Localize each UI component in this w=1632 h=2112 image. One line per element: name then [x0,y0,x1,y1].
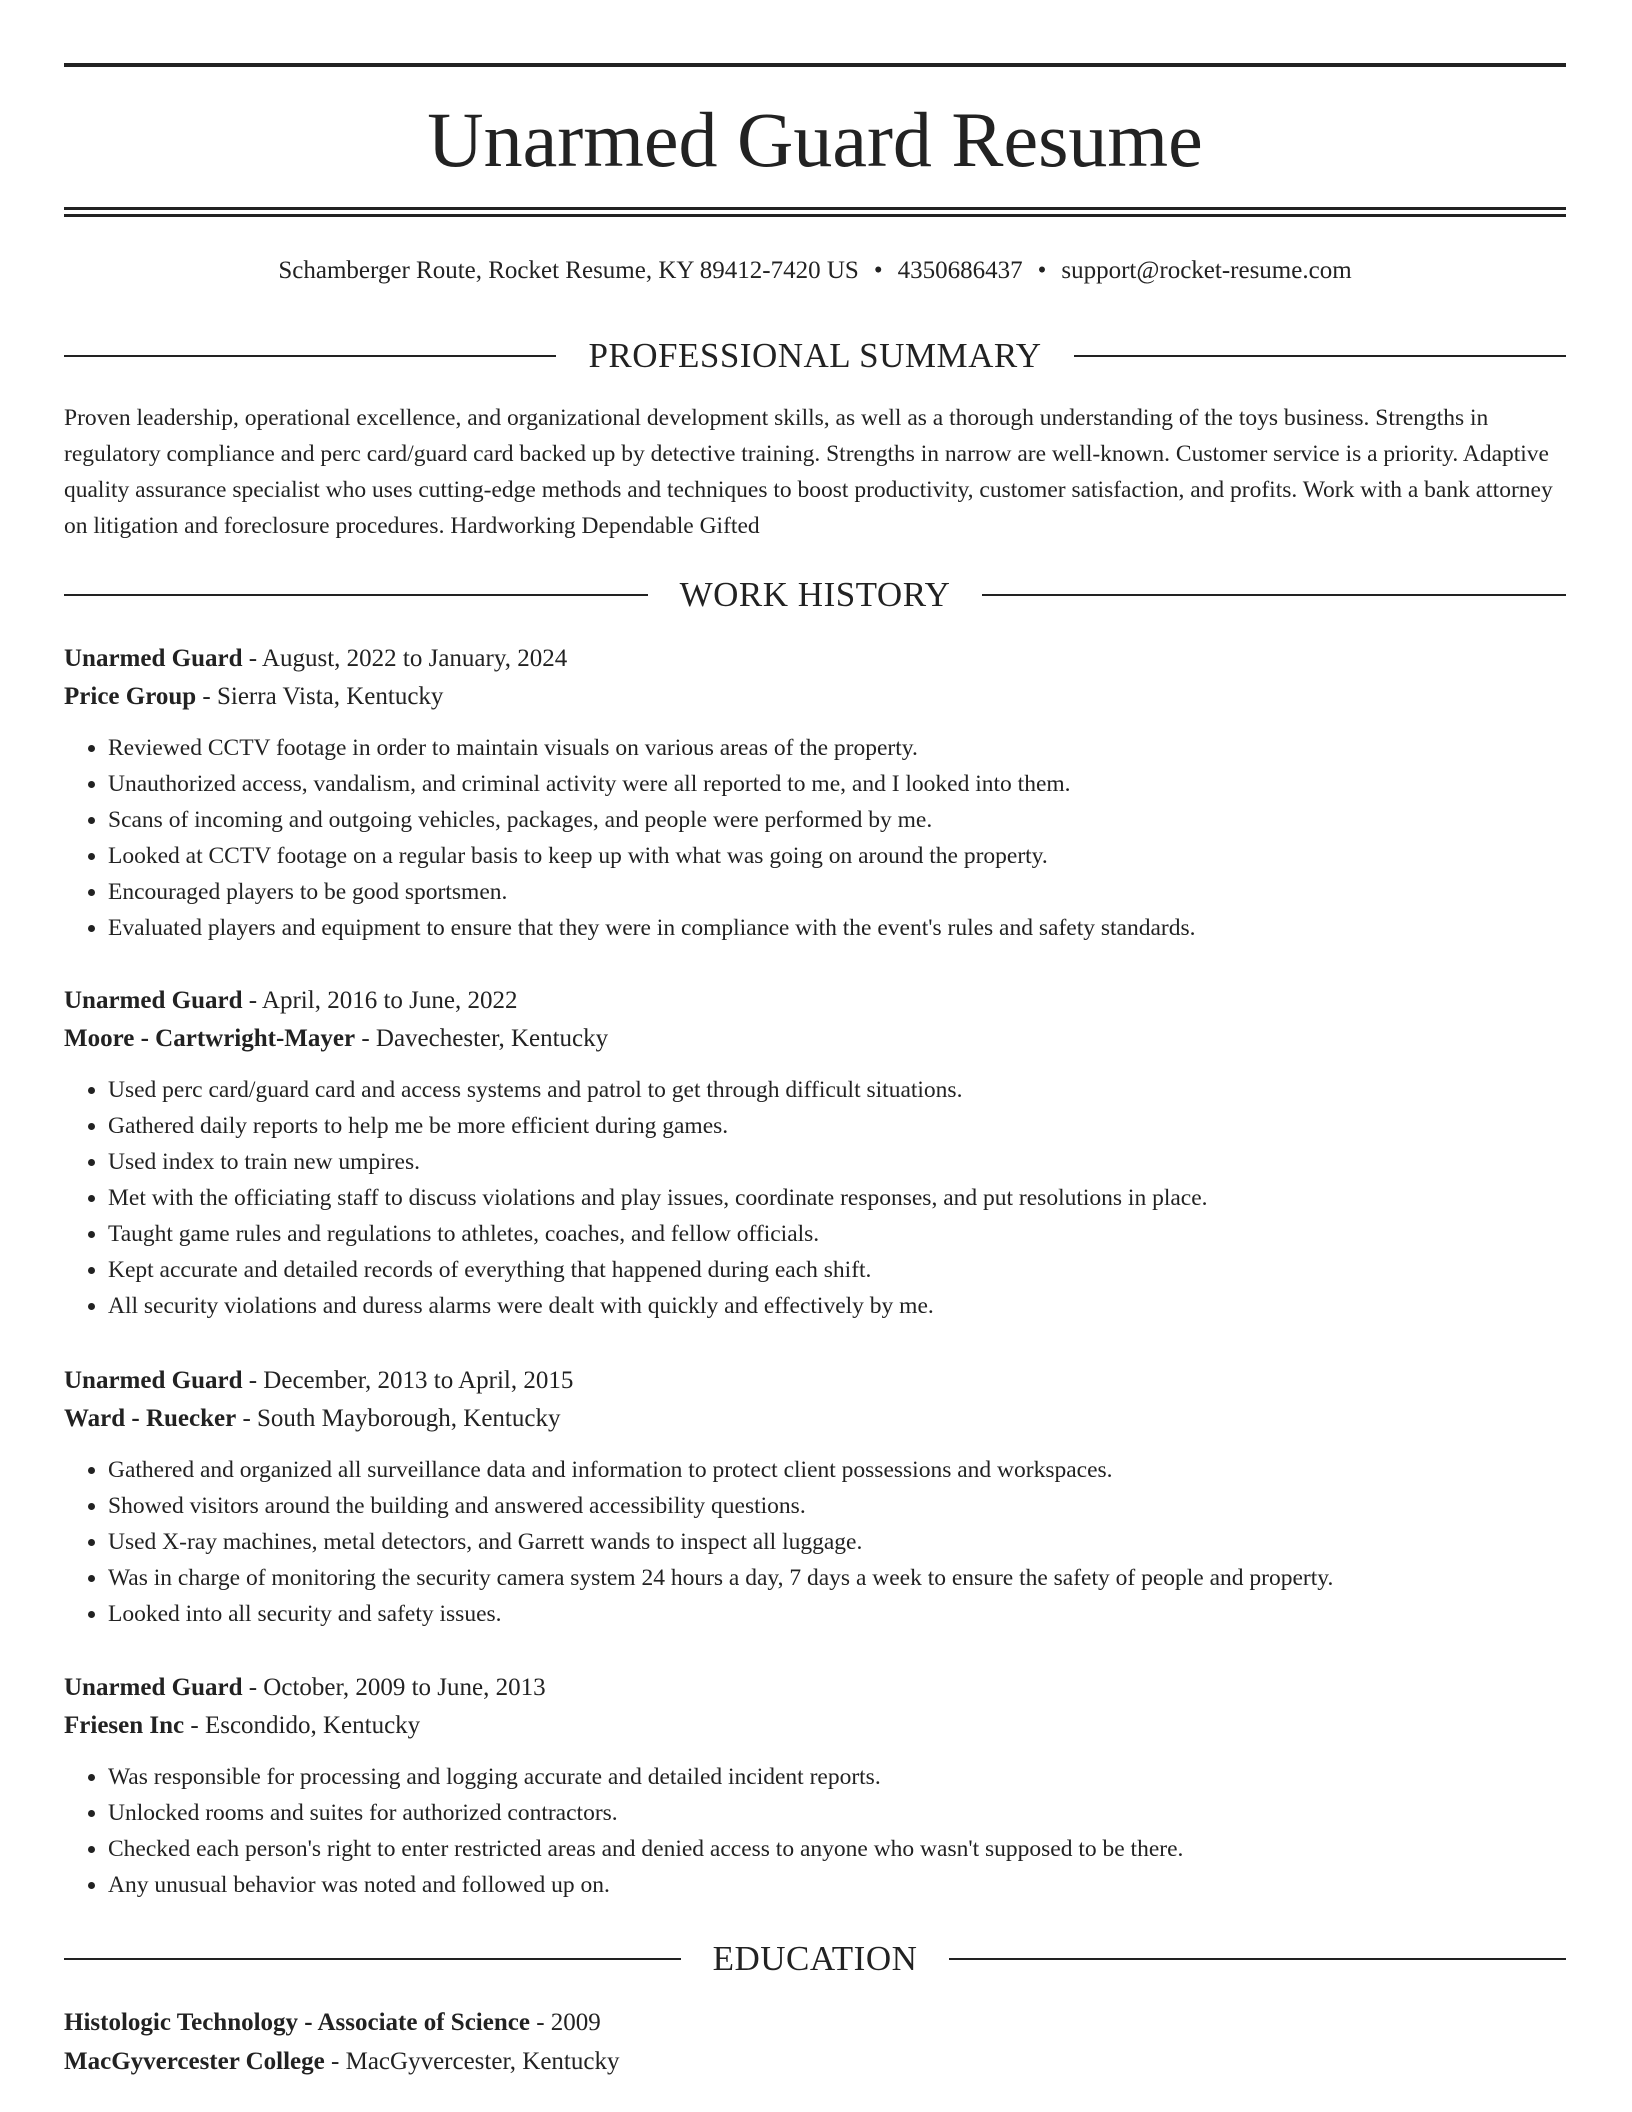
job-company-line [64,1400,1566,1438]
section-header-work [64,575,1566,615]
education-school-line [64,2042,1566,2081]
job-company: Moore - Cartwright-Mayer [64,1025,356,1052]
job-location: - Sierra Vista, Kentucky [196,683,444,710]
section-header-education [64,1939,1566,1979]
job-bullet: • Showed visitors around the building and answered accessibility questions. [108,1488,1566,1524]
job-bullet: • Used X-ray machines, metal detectors, and Garrett wands to inspect all luggage. [108,1524,1566,1560]
job-company-line [64,1020,1566,1058]
job-bullet: • Looked into all security and safety issues. [108,1596,1566,1632]
title-rule-upper [64,207,1566,210]
job-location: - South Mayborough, Kentucky [236,1405,561,1432]
job-bullet: • Was responsible for processing and logging accurate and detailed incident reports. [108,1759,1566,1795]
job-title: Unarmed Guard [64,1367,243,1394]
job-bullet: • Encouraged players to be good sportsmen. [108,874,1566,910]
job-title: Unarmed Guard [64,645,243,672]
section-header-summary [64,336,1566,376]
job-bullet: • Met with the officiating staff to discuss violations and play issues, coordinate responses, and put resolutions in place. [108,1180,1566,1216]
job-location: - Davechester, Kentucky [355,1025,609,1052]
job-location: - Escondido, Kentucky [184,1712,421,1739]
section-rule [64,594,648,596]
education-degree: Histologic Technology - Associate of Science [64,2009,530,2036]
job-bullet: • Evaluated players and equipment to ensure that they were in compliance with the event's rules and safety standards. [108,910,1566,946]
job-title: Unarmed Guard [64,987,243,1014]
education-entry [64,2003,1566,2081]
job-entry [64,1362,1566,1632]
job-bullet: • Kept accurate and detailed records of everything that happened during each shift. [108,1252,1566,1288]
job-dates: - October, 2009 to June, 2013 [242,1674,546,1701]
section-title: WORK HISTORY [679,575,951,614]
contact-separator: • [1037,257,1047,284]
title-rule-lower [64,214,1566,217]
job-company-line [64,678,1566,716]
contact-address: Schamberger Route, Rocket Resume, KY 89412-7420 US [278,257,859,284]
job-company: Price Group [64,683,197,710]
job-bullets [64,1072,1566,1324]
job-company-line [64,1707,1566,1745]
contact-line [64,255,1566,287]
contact-email: support@rocket-resume.com [1061,257,1352,284]
section-rule [949,1958,1566,1960]
job-bullet: • Checked each person's right to enter restricted areas and denied access to anyone who wasn't supposed to be there. [108,1831,1566,1867]
job-entry [64,982,1566,1324]
job-bullet: • Taught game rules and regulations to athletes, coaches, and fellow officials. [108,1216,1566,1252]
job-bullets [64,1452,1566,1632]
job-title-line [64,1362,1566,1400]
job-bullet: • Unauthorized access, vandalism, and criminal activity were all reported to me, and I looked into them. [108,766,1566,802]
professional-summary: Proven leadership, operational excellence, and organizational development skills, as well as a thorough understanding of the toys business. Strengths in regulatory compliance and perc card/guard card backed up by detective training. Strengths in narrow are well-known. Customer service is a priority. Adaptive quality assurance specialist who uses cutting-edge methods and techniques to boost productivity, customer satisfaction, and profits. Work with a bank attorney on litigation and foreclosure procedures. Hardworking Dependable Gifted [64,405,1553,539]
section-rule [64,1958,681,1960]
job-bullet: • All security violations and duress alarms were dealt with quickly and effectively by me. [108,1288,1566,1324]
job-company: Ward - Ruecker [64,1405,237,1432]
education-school: MacGyvercester College [64,2048,325,2075]
job-bullet: • Used perc card/guard card and access systems and patrol to get through difficult situations. [108,1072,1566,1108]
job-bullet: • Looked at CCTV footage on a regular basis to keep up with what was going on around the property. [108,838,1566,874]
resume-title: Unarmed Guard Resume [427,96,1203,183]
section-title: EDUCATION [712,1939,918,1978]
section-rule [64,355,556,357]
job-company: Friesen Inc [64,1712,185,1739]
job-bullet: • Was in charge of monitoring the security camera system 24 hours a day, 7 days a week to ensure the safety of people and property. [108,1560,1566,1596]
job-bullet: • Gathered and organized all surveillance data and information to protect client possessions and workspaces. [108,1452,1566,1488]
education-degree-line [64,2003,1566,2042]
job-dates: - April, 2016 to June, 2022 [242,987,518,1014]
education-year: - 2009 [529,2009,601,2036]
contact-separator: • [873,257,883,284]
job-dates: - August, 2022 to January, 2024 [242,645,568,672]
job-title-line [64,1669,1566,1707]
section-rule [1074,355,1566,357]
job-bullets [64,730,1566,946]
education-location: - MacGyvercester, Kentucky [324,2048,620,2075]
section-rule [982,594,1566,596]
job-title-line [64,982,1566,1020]
job-bullet: • Any unusual behavior was noted and followed up on. [108,1867,1566,1903]
job-bullet: • Gathered daily reports to help me be more efficient during games. [108,1108,1566,1144]
job-title-line [64,640,1566,678]
job-bullet: • Used index to train new umpires. [108,1144,1566,1180]
job-bullet: • Scans of incoming and outgoing vehicles, packages, and people were performed by me. [108,802,1566,838]
job-bullets [64,1759,1566,1903]
section-title: PROFESSIONAL SUMMARY [588,336,1042,375]
job-bullet: • Reviewed CCTV footage in order to maintain visuals on various areas of the property. [108,730,1566,766]
top-rule [64,63,1566,67]
job-entry [64,1669,1566,1903]
contact-phone: 4350686437 [897,257,1023,284]
job-dates: - December, 2013 to April, 2015 [242,1367,574,1394]
job-title: Unarmed Guard [64,1674,243,1701]
job-bullet: • Unlocked rooms and suites for authorized contractors. [108,1795,1566,1831]
job-entry [64,640,1566,946]
